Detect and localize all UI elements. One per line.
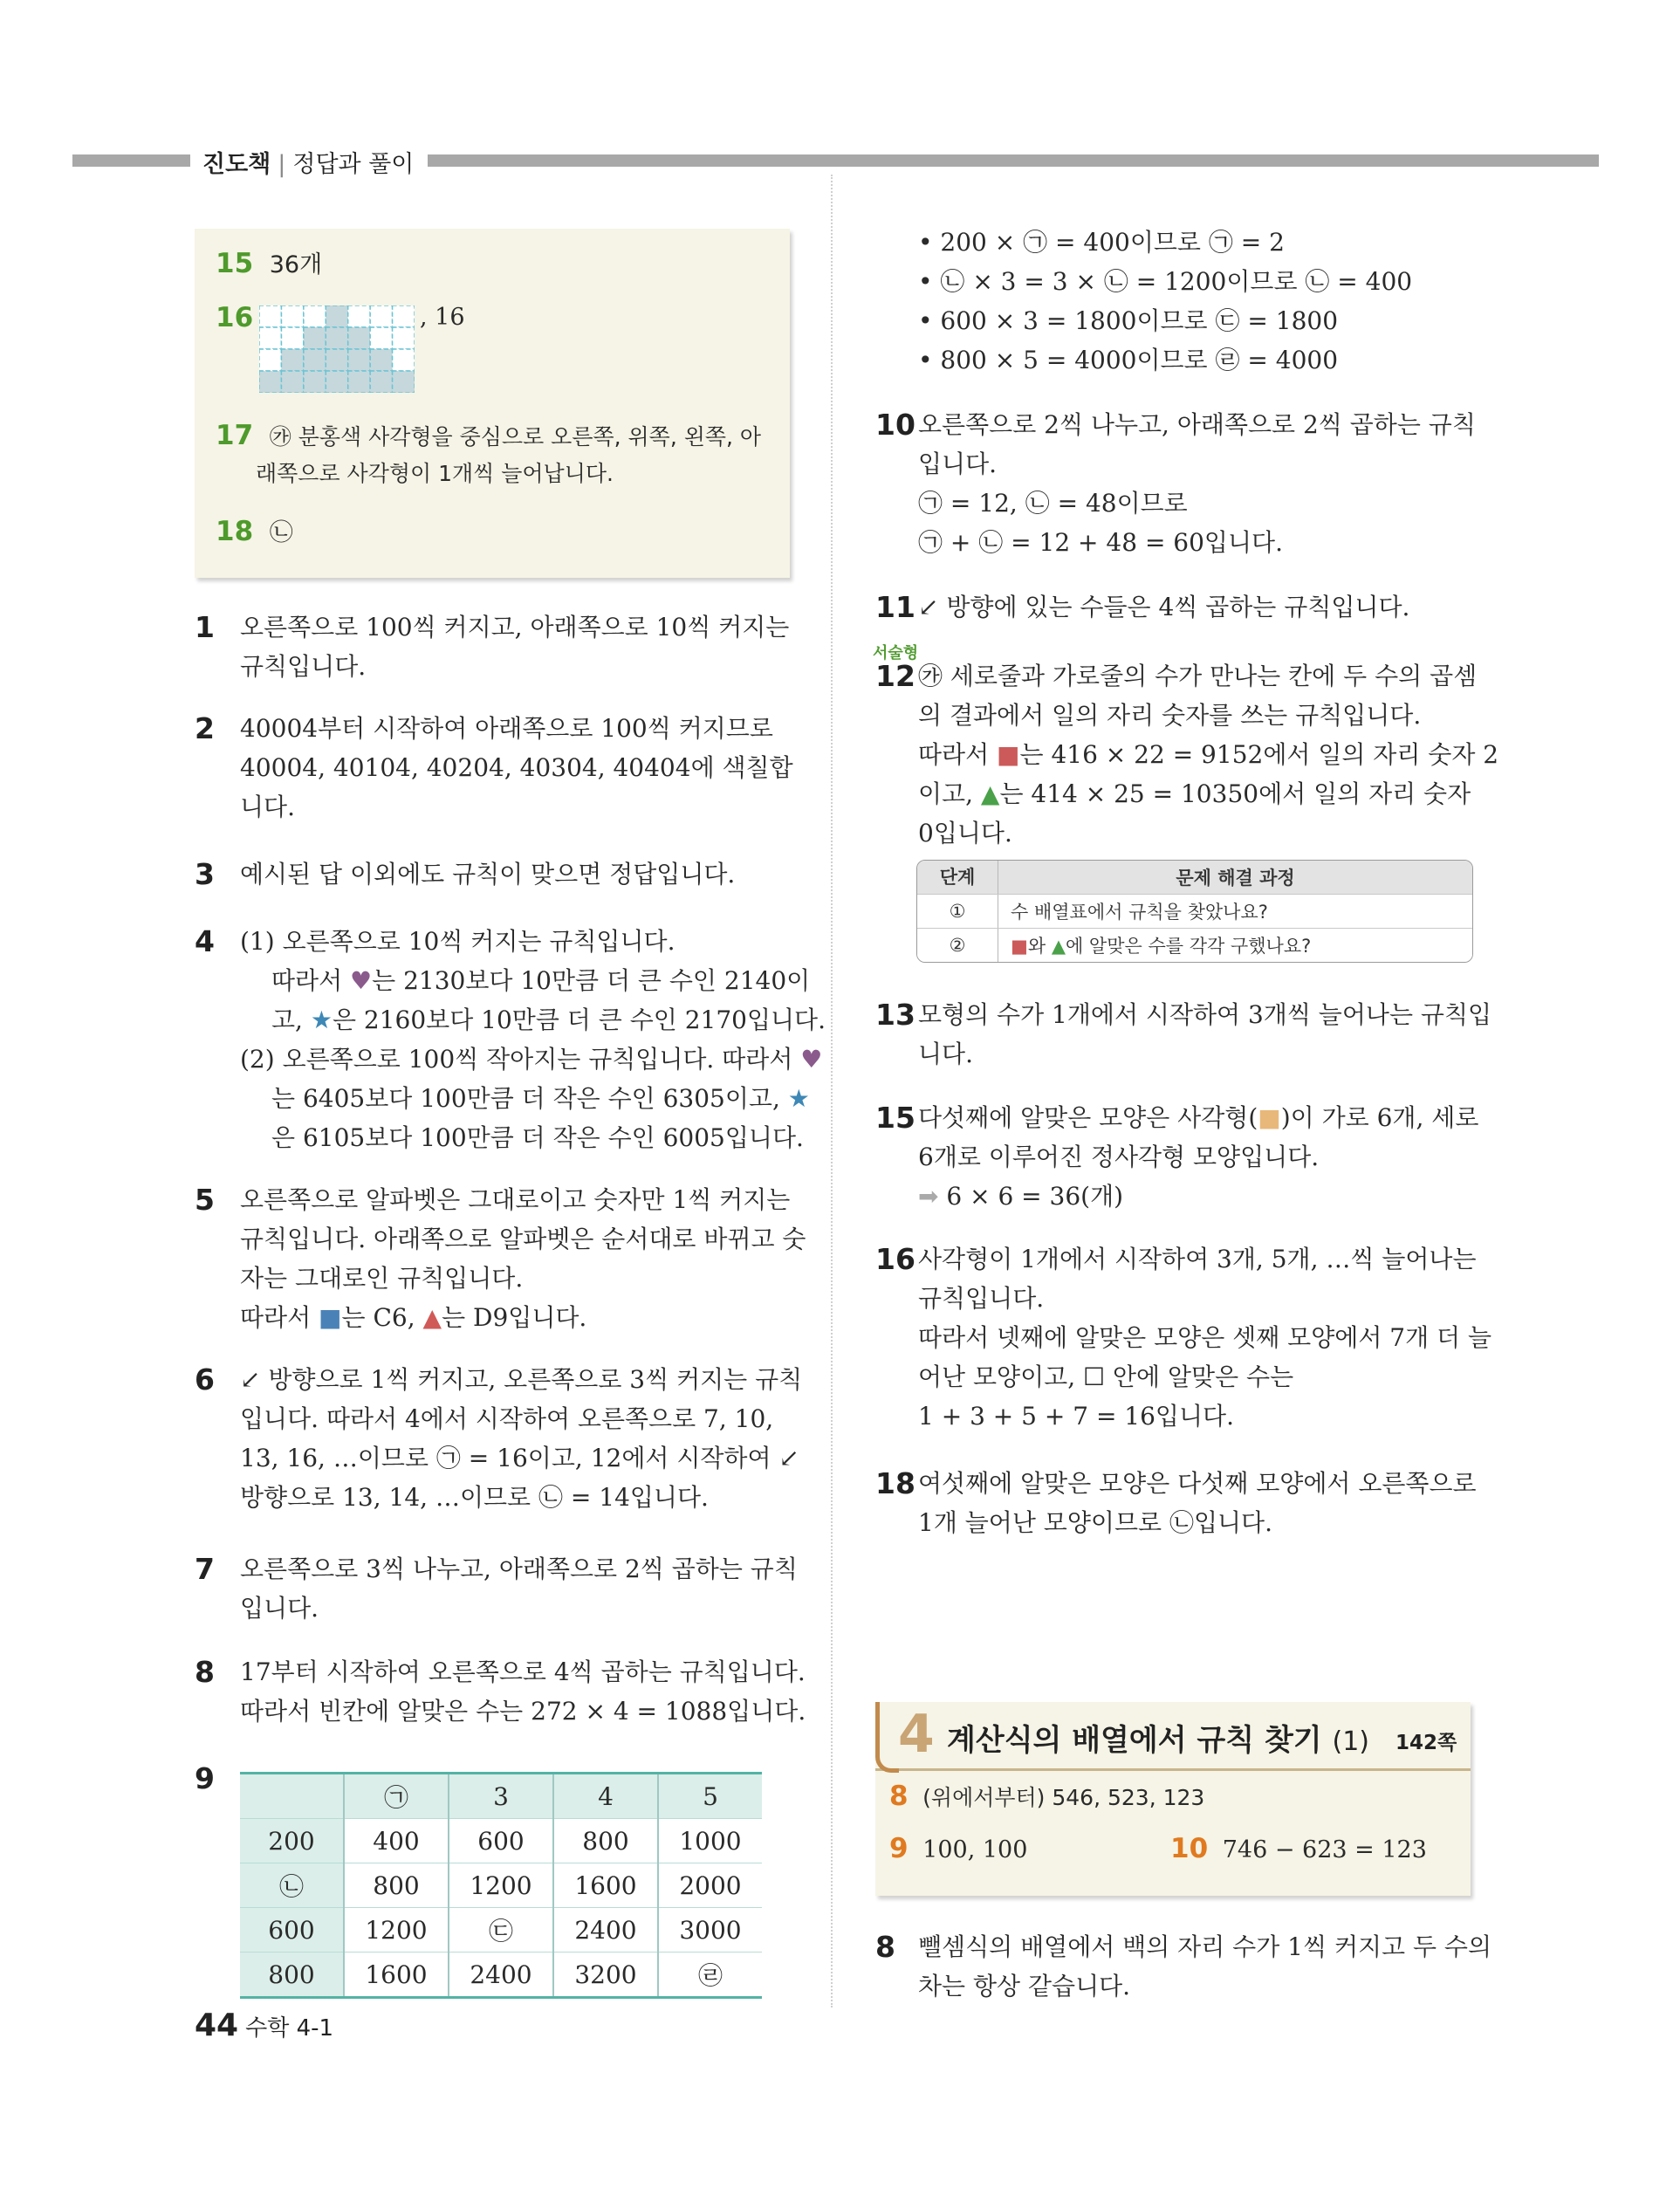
table-cell: ㉡ xyxy=(240,1863,344,1908)
filled-square xyxy=(304,371,326,393)
table-cell: 2400 xyxy=(553,1908,658,1953)
problem-2: 2 40004부터 시작하여 아래쪽으로 100씩 커지므로 40004, 40104, 40204, 40304, 40404에 색칠합 니다. xyxy=(195,711,793,821)
arrow-right-icon: ➡ xyxy=(918,1182,939,1211)
section-answer-9: 9 100, 100 xyxy=(889,1833,1028,1864)
star-icon: ★ xyxy=(787,1084,810,1113)
table-row xyxy=(240,1774,762,1819)
filled-square xyxy=(326,305,347,327)
empty-square xyxy=(304,305,326,327)
blue-square-icon: ■ xyxy=(319,1303,342,1332)
red-triangle-icon: ▲ xyxy=(422,1303,442,1332)
empty-square xyxy=(348,305,370,327)
table-cell: 1200 xyxy=(344,1908,449,1953)
table-cell: 200 xyxy=(240,1819,344,1863)
green-triangle-icon: ▲ xyxy=(1051,936,1066,957)
header-book: 진도책 xyxy=(202,151,271,178)
table-cell: 3 xyxy=(449,1774,553,1819)
table-cell: 800 xyxy=(553,1819,658,1863)
column-divider xyxy=(831,175,833,2007)
table-cell: 800 xyxy=(240,1953,344,1998)
table-cell: 1600 xyxy=(553,1863,658,1908)
table-row xyxy=(240,1908,762,1953)
section-answer-10: 10 746 − 623 = 123 xyxy=(1170,1833,1427,1864)
essay-tag: 서술형 xyxy=(873,644,919,662)
bullet-line: • 600 × 3 = 1800이므로 ㉢ = 1800 xyxy=(918,306,1339,335)
answer-15: 15 36개 xyxy=(216,248,323,279)
red-square-icon: ■ xyxy=(1011,936,1028,957)
empty-square xyxy=(370,305,392,327)
bullet-line: • ㉡ × 3 = 3 × ㉡ = 1200이므로 ㉡ = 400 xyxy=(918,267,1413,296)
filled-square xyxy=(348,327,370,349)
empty-square xyxy=(281,305,303,327)
problem-9: 9 xyxy=(195,1761,215,1795)
header-title: 진도책 | 정답과 풀이 xyxy=(202,151,415,178)
section-4-box xyxy=(875,1702,1471,1896)
filled-square xyxy=(348,371,370,393)
problem-9-solution xyxy=(918,223,1529,380)
section-bracket xyxy=(875,1702,899,1773)
criteria-header: 단계 문제 해결 과정 xyxy=(917,861,1472,894)
book-name: 수학 4-1 xyxy=(245,2015,334,2042)
green-triangle-icon: ▲ xyxy=(980,779,1000,808)
table-cell: ㉠ xyxy=(344,1774,449,1819)
problem-13: 13 모형의 수가 1개에서 시작하여 3개씩 늘어나는 규칙입 니다. xyxy=(875,998,1492,1068)
problem-9-table xyxy=(240,1772,762,1999)
empty-square xyxy=(393,327,415,349)
header-rule-left xyxy=(72,154,190,167)
empty-square xyxy=(393,349,415,371)
filled-square xyxy=(348,349,370,371)
answer-17-line2: 래쪽으로 사각형이 1개씩 늘어납니다. xyxy=(256,461,614,486)
filled-square xyxy=(370,371,392,393)
grading-criteria-table xyxy=(916,860,1473,963)
table-cell: 800 xyxy=(344,1863,449,1908)
problem-7: 7 오른쪽으로 3씩 나누고, 아래쪽으로 2씩 곱하는 규칙 입니다. xyxy=(195,1552,798,1623)
problem-6: 6 ↙ 방향으로 1씩 커지고, 오른쪽으로 3씩 커지는 규칙 입니다. 따라서 4에서 시작하여 오른쪽으로 7, 10, 13, 16, …이므로 ㉠ = 16이고, 12에서 시작하여 ↙ 방향으로 13, 14, …이므로 ㉡ = 14입니다. xyxy=(195,1362,803,1512)
table-row xyxy=(240,1953,762,1998)
header-section: 정답과 풀이 xyxy=(292,151,415,178)
answer-16: 16 xyxy=(216,302,254,333)
empty-square xyxy=(259,327,281,349)
table-cell: 600 xyxy=(240,1908,344,1953)
empty-box-icon: ☐ xyxy=(1083,1362,1106,1391)
problem-8: 8 17부터 시작하여 오른쪽으로 4씩 곱하는 규칙입니다. 따라서 빈칸에 알맞은 수는 272 × 4 = 1088입니다. xyxy=(195,1655,806,1726)
bullet-line: • 800 × 5 = 4000이므로 ㉣ = 4000 xyxy=(918,346,1339,374)
orange-square-icon: ■ xyxy=(1258,1103,1281,1132)
header-rule-right xyxy=(428,154,1599,167)
table-cell: 3200 xyxy=(553,1953,658,1998)
criteria-row: ② ■와 ▲에 알맞은 수를 각각 구했나요? xyxy=(917,928,1472,962)
filled-square xyxy=(259,371,281,393)
empty-square xyxy=(281,327,303,349)
red-square-icon: ■ xyxy=(997,740,1020,769)
section-title: 계산식의 배열에서 규칙 찾기 (1) xyxy=(947,1723,1369,1758)
table-cell: 1600 xyxy=(344,1953,449,1998)
table-cell: 400 xyxy=(344,1819,449,1863)
filled-square xyxy=(326,327,347,349)
problem-18: 18 여섯째에 알맞은 모양은 다섯째 모양에서 오른쪽으로 1개 늘어난 모양이므로 ㉡입니다. xyxy=(875,1466,1477,1537)
filled-square xyxy=(304,349,326,371)
section-page-ref: 142쪽 xyxy=(1395,1732,1457,1754)
page-footer xyxy=(195,2007,333,2043)
star-icon: ★ xyxy=(310,1005,333,1034)
heart-icon: ♥ xyxy=(800,1045,823,1074)
problem-10: 10 오른쪽으로 2씩 나누고, 아래쪽으로 2씩 곱하는 규칙 입니다. ㉠ = 12, ㉡ = 48이므로 ㉠ + ㉡ = 12 + 48 = 60입니다. xyxy=(875,408,1476,557)
problem-11: 11 ↙ 방향에 있는 수들은 4씩 곱하는 규칙입니다. xyxy=(875,590,1410,624)
problem-15: 15 다섯째에 알맞은 모양은 사각형(■)이 가로 6개, 세로 6개로 이루어진 정사각형 모양입니다. ➡ 6 × 6 = 36(개) xyxy=(875,1101,1479,1211)
filled-square xyxy=(281,371,303,393)
table-cell xyxy=(240,1774,344,1819)
table-row xyxy=(240,1819,762,1863)
quick-answer-box xyxy=(195,229,790,578)
section-4-header xyxy=(875,1702,1471,1771)
bullet-line: • 200 × ㉠ = 400이므로 ㉠ = 2 xyxy=(918,228,1285,257)
criteria-row: ① 수 배열표에서 규칙을 찾았나요? xyxy=(917,894,1472,928)
table-cell: 600 xyxy=(449,1819,553,1863)
filled-square xyxy=(326,371,347,393)
table-row xyxy=(240,1863,762,1908)
page-number: 44 xyxy=(195,2007,239,2043)
table-cell: 1000 xyxy=(658,1819,762,1863)
table-cell: 1200 xyxy=(449,1863,553,1908)
table-cell: 3000 xyxy=(658,1908,762,1953)
filled-square xyxy=(370,349,392,371)
filled-square xyxy=(326,349,347,371)
problem-5: 5 오른쪽으로 알파벳은 그대로이고 숫자만 1씩 커지는 규칙입니다. 아래쪽으로 알파벳은 순서대로 바뀌고 숫 자는 그대로인 규칙입니다. 따라서 ■는 C6, ▲는 D9입니다. xyxy=(195,1183,806,1332)
empty-square xyxy=(259,305,281,327)
section-answer-8: 8 (위에서부터) 546, 523, 123 xyxy=(889,1781,1205,1812)
empty-square xyxy=(259,349,281,371)
empty-square xyxy=(370,327,392,349)
table-cell: 5 xyxy=(658,1774,762,1819)
filled-square xyxy=(304,327,326,349)
problem-1: 1 오른쪽으로 100씩 커지고, 아래쪽으로 10씩 커지는 규칙입니다. xyxy=(195,610,790,681)
problem-16: 16 사각형이 1개에서 시작하여 3개, 5개, …씩 늘어나는 규칙입니다. 따라서 넷째에 알맞은 모양은 셋째 모양에서 7개 더 늘 어난 모양이고, ☐ 안에 알맞은 수는 1 + 3 + 5 + 7 = 16입니다. xyxy=(875,1242,1492,1431)
filled-square xyxy=(393,371,415,393)
table-cell: 2000 xyxy=(658,1863,762,1908)
problem-12: 12 ㉮ 세로줄과 가로줄의 수가 만나는 칸에 두 수의 곱셈 의 결과에서 일의 자리 숫자를 쓰는 규칙입니다. 따라서 ■는 416 × 22 = 9152에서 일의 자리 숫자 2 이고, ▲는 414 × 25 = 10350에서 일의 자리 숫자 0입니다. xyxy=(875,659,1499,848)
heart-icon: ♥ xyxy=(350,966,373,995)
problem-4: 4 (1) 오른쪽으로 10씩 커지는 규칙입니다. 따라서 ♥는 2130보다 10만큼 더 큰 수인 2140이 고, ★은 2160보다 10만큼 더 큰 수인 2170입니다. (2) 오른쪽으로 100씩 작아지는 규칙입니다. 따라서 ♥ 는 6405보다 100만큼 더 작은 수인 6305이고, ★ 은 6105보다 100만큼 더 작은 수인 6005입니다. xyxy=(195,924,826,1152)
table-cell: 2400 xyxy=(449,1953,553,1998)
section-number: 4 xyxy=(898,1704,935,1765)
square-pattern-grid xyxy=(259,305,415,393)
filled-square xyxy=(281,349,303,371)
empty-square xyxy=(393,305,415,327)
table-cell: ㉣ xyxy=(658,1953,762,1998)
problem-8-section4: 8 뺄셈식의 배열에서 백의 자리 수가 1씩 커지고 두 수의 차는 항상 같습니다. xyxy=(875,1930,1492,2001)
answer-18: 18 ㉡ xyxy=(216,516,293,547)
table-cell: ㉢ xyxy=(449,1908,553,1953)
table-cell: 4 xyxy=(553,1774,658,1819)
problem-3: 3 예시된 답 이외에도 규칙이 맞으면 정답입니다. xyxy=(195,857,736,891)
answer-16-value: , 16 xyxy=(420,304,465,331)
answer-17: 17 ㉮ 분홍색 사각형을 중심으로 오른쪽, 위쪽, 왼쪽, 아 xyxy=(216,420,762,451)
